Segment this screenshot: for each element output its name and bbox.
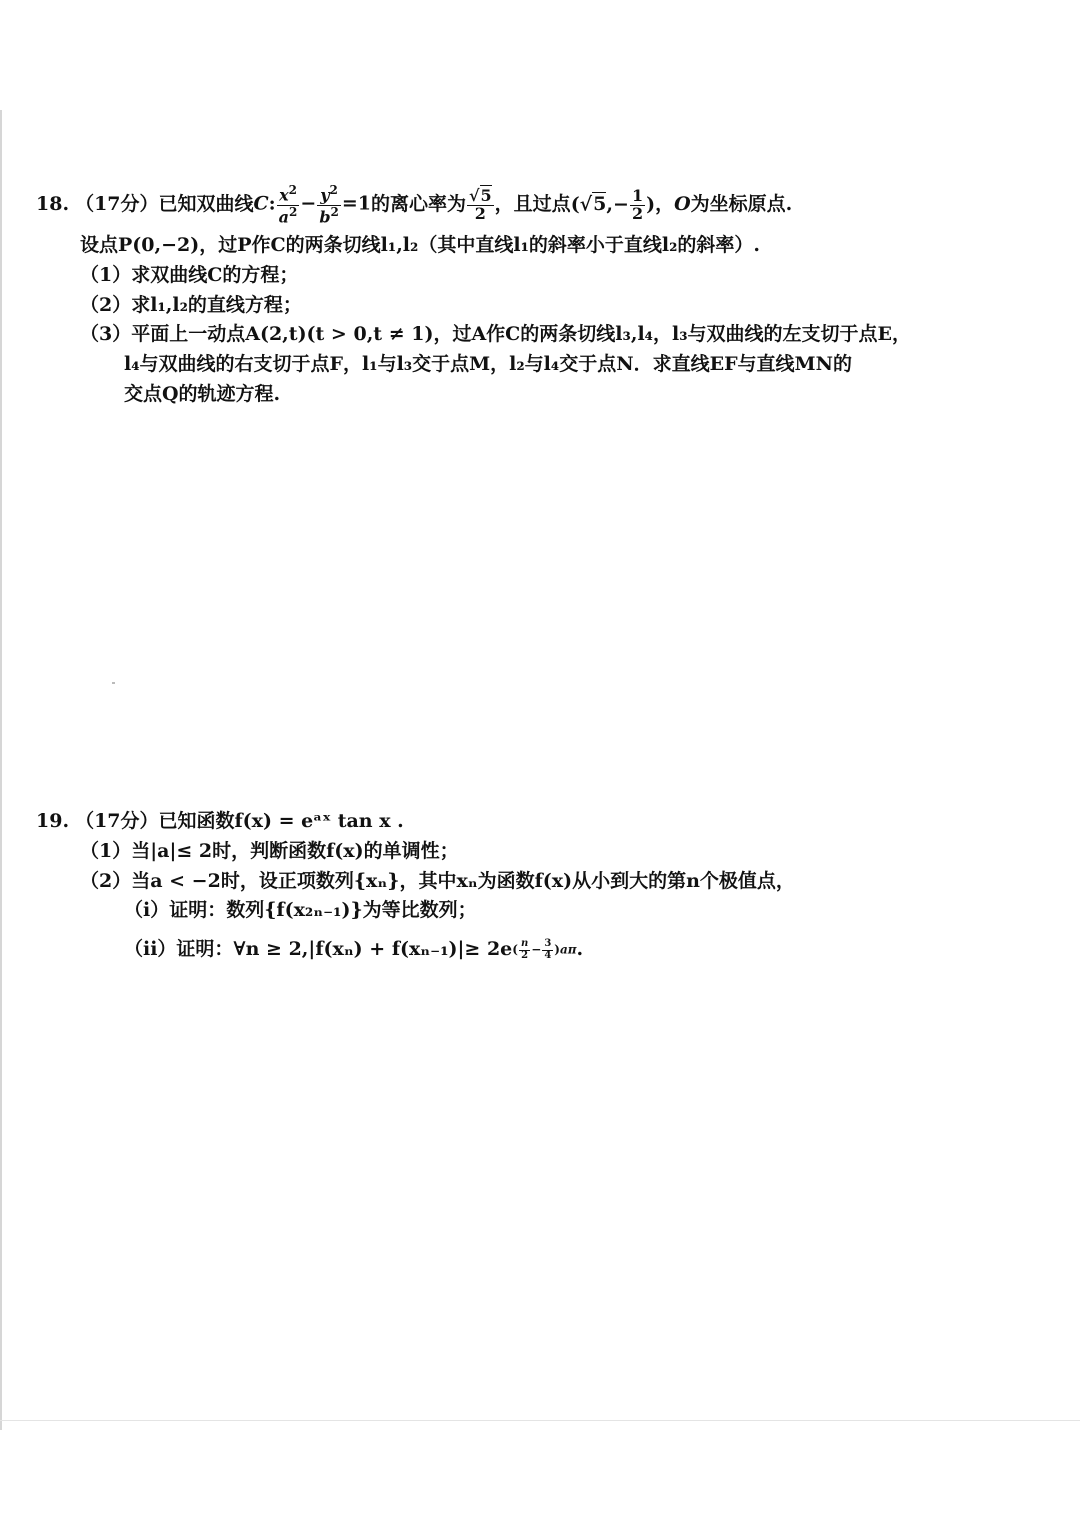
scan-left-edge (0, 110, 2, 1430)
statement-text: 的离心率为 (371, 193, 467, 216)
problem-18-part-1: （1）求双曲线C的方程； (80, 263, 299, 286)
problem-18-setup: 设点P(0,−2)，过P作C的两条切线l₁,l₂（其中直线l₁的斜率小于直线l₂的斜率）. (80, 234, 761, 256)
statement-text: （ii）证明：∀n ≥ 2,|f(xₙ) + f(xₙ₋₁)|≥ 2e (124, 938, 513, 961)
scan-speck (112, 682, 115, 684)
statement-text: . (576, 938, 584, 961)
problem-number: 19. (36, 810, 70, 832)
problem-18-part-2: （2）求l₁,l₂的直线方程； (80, 293, 302, 316)
problem-18-statement (36, 182, 1046, 228)
statement-text: （17分）已知函数f(x) = eᵃˣ tan x . (75, 810, 404, 832)
statement-text: ，且过点 (494, 193, 571, 216)
problem-19 (36, 810, 1046, 971)
problem-19-part-2: （2）当a < −2时，设正项数列{xₙ}，其中xₙ为函数f(x)从小到大的第n个极值点， (80, 869, 795, 892)
point-coordinates: (√5,− $\frac{1}{2}$ ) (570, 185, 656, 223)
statement-text: ， (655, 193, 675, 216)
problem-18 (36, 182, 1046, 407)
statement-text: 为坐标原点. (690, 193, 793, 216)
problem-19-part-1: （1）当|a|≤ 2时，判断函数f(x)的单调性； (80, 839, 459, 862)
problem-18-part-3-cont: l₄与双曲线的右支切于点F，l₁与l₃交于点M，l₂与l₄交于点N．求直线EF与直线MN的 (124, 353, 852, 375)
exponent: ( $\frac{n}{2}$ − $\frac{3}{4}$ )aπ (512, 938, 577, 961)
problem-18-part-3: （3）平面上一动点A(2,t)(t > 0,t ≠ 1)，过A作C的两条切线l₃,l₄，l₃与双曲线的左支切于点E， (80, 323, 912, 346)
problem-19-part-2-ii (36, 929, 1046, 971)
statement-text: （17分）已知双曲线 (75, 193, 254, 216)
eccentricity-value: $\frac{√5}{2}$ (469, 185, 492, 223)
scan-bottom-edge (0, 1420, 1080, 1421)
problem-18-part-3-end: 交点Q的轨迹方程. (124, 382, 281, 405)
hyperbola-equation: C: $\frac{x^2}{a^2}$ − $\frac{y^2}{b^2}$ =1 (253, 183, 371, 226)
problem-19-statement (36, 810, 1046, 834)
problem-number: 18. (36, 193, 70, 216)
origin-label: O (674, 193, 691, 216)
problem-19-part-2-i: （i）证明：数列{f(x₂ₙ₋₁)}为等比数列； (124, 899, 477, 922)
